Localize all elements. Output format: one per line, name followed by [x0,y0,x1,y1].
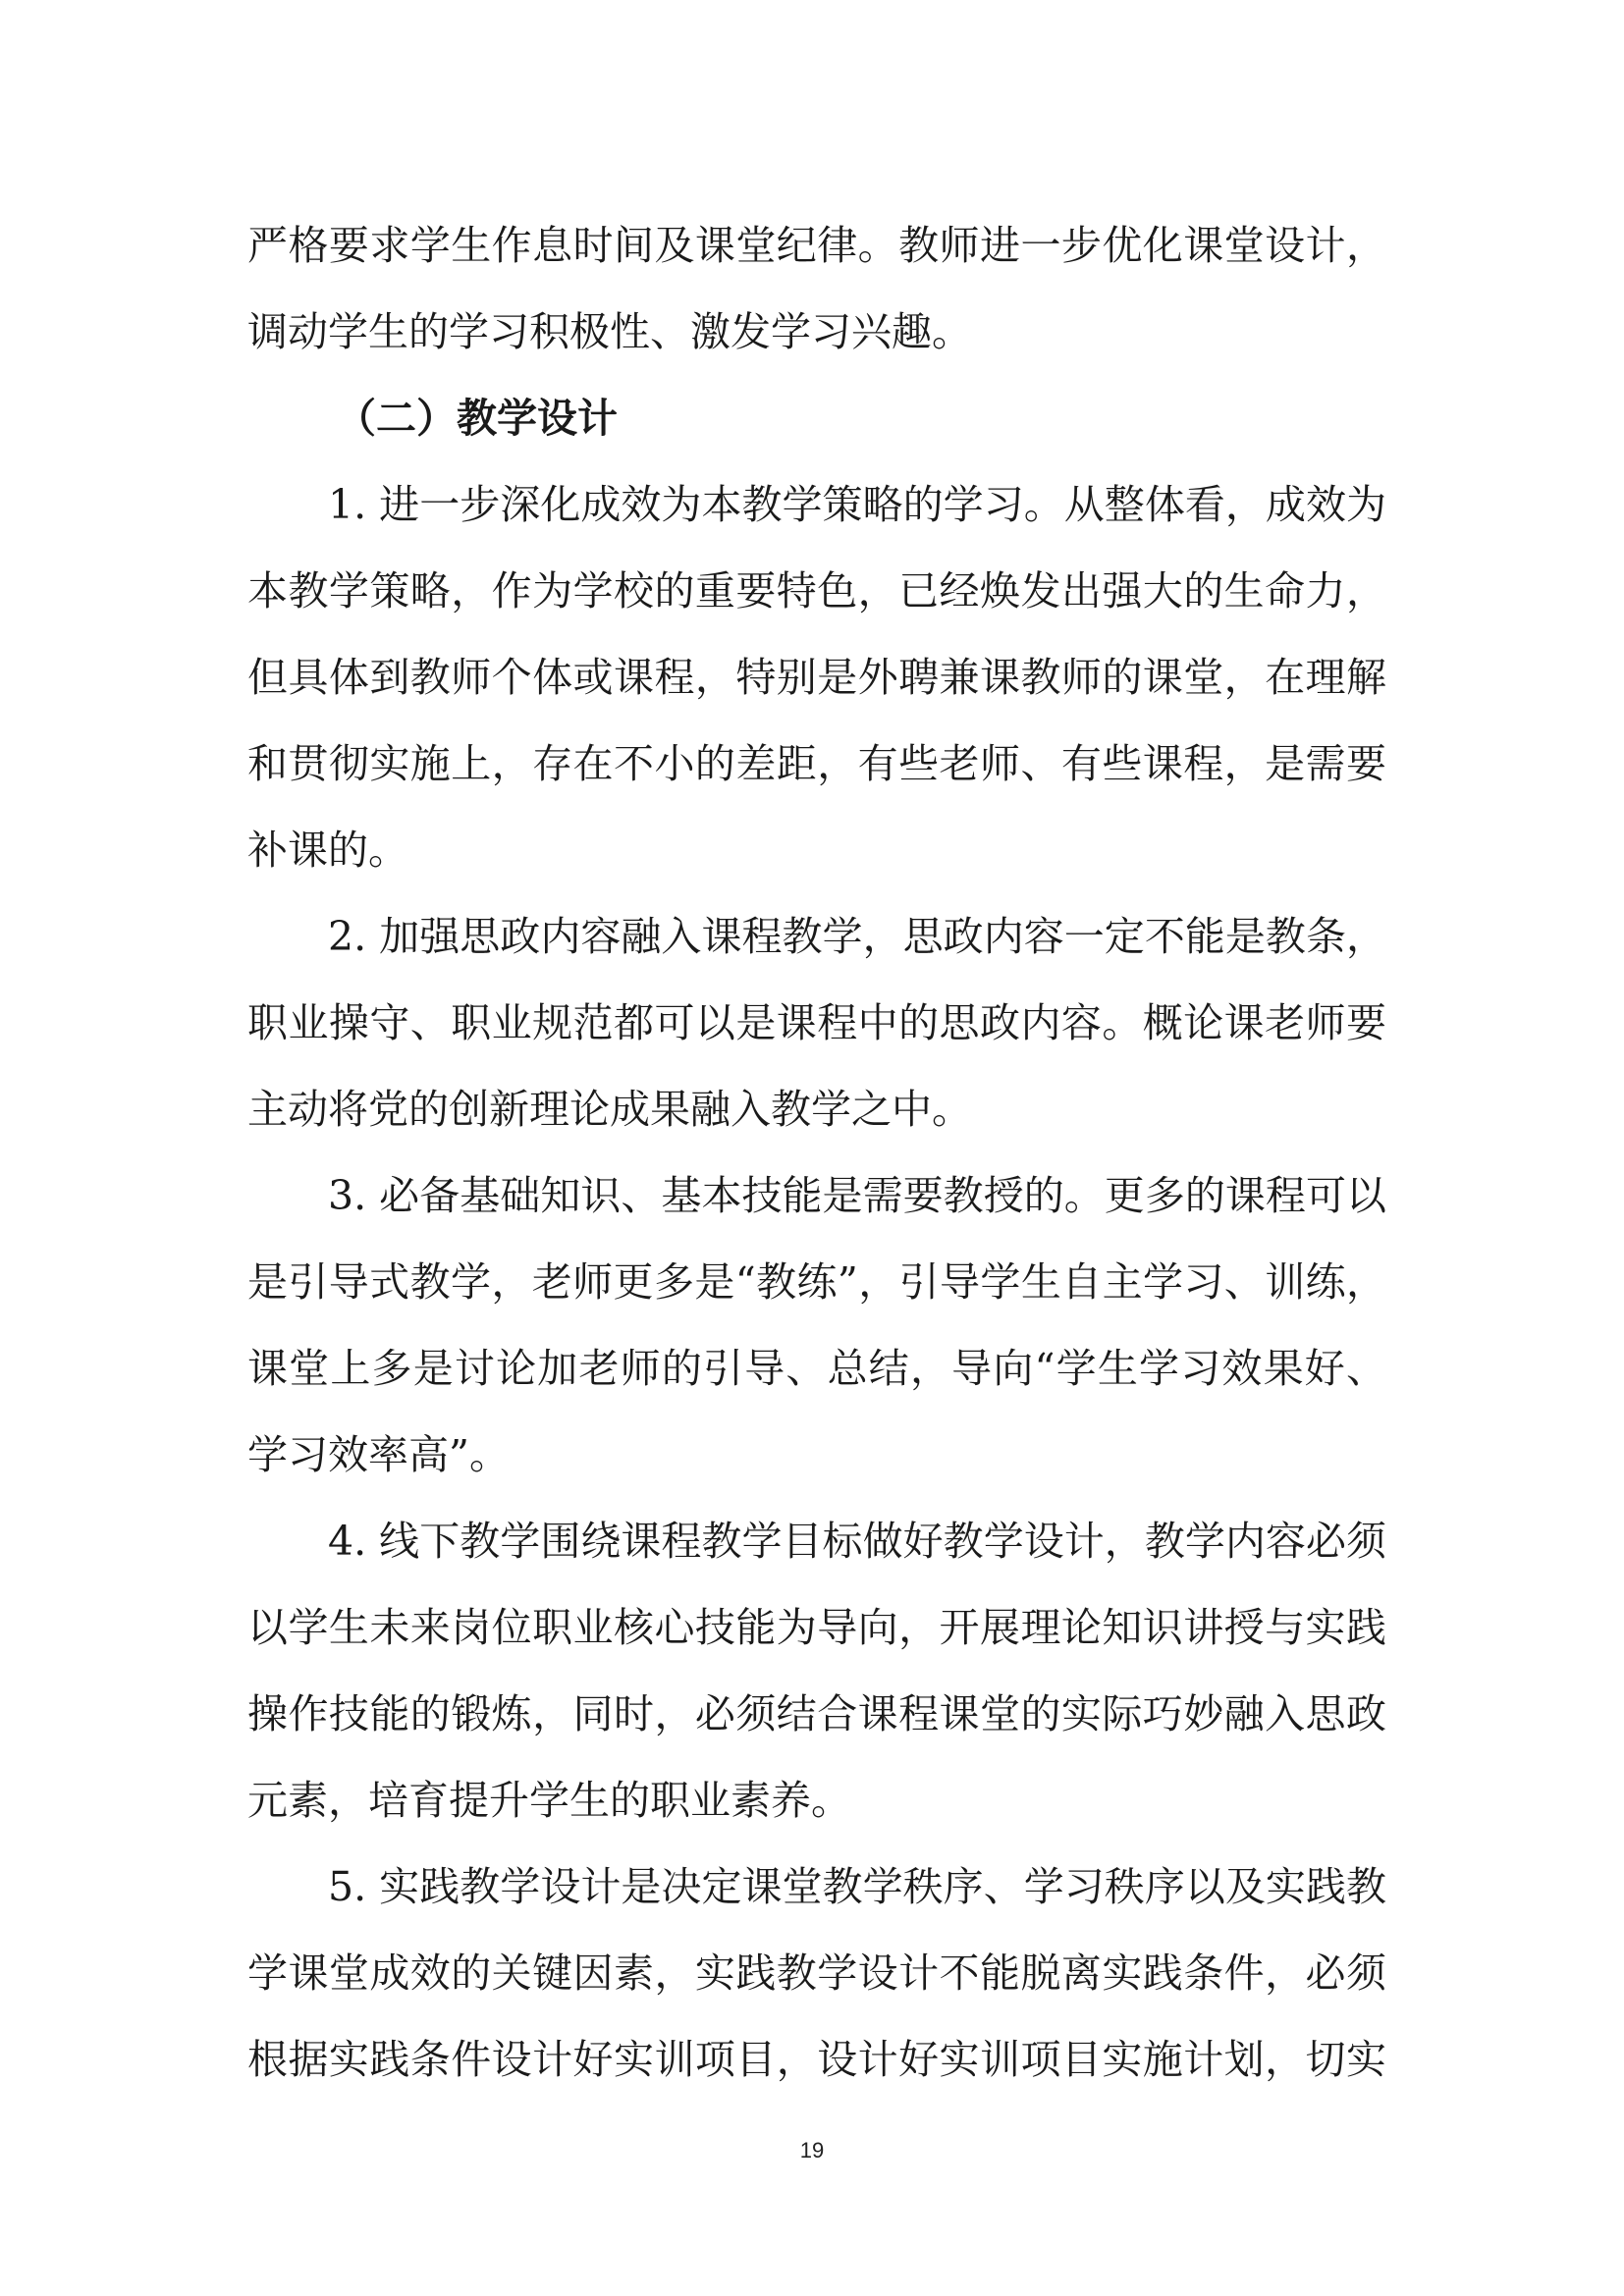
item-1-paragraph [247,461,1386,893]
paragraph-line: 调动学生的学习积极性、激发学习兴趣。 [247,308,972,355]
paragraph-line: 操作技能的锻炼，同时，必须结合课程课堂的实际巧妙融入思政 [247,1690,1386,1737]
paragraph-line: 1. 进一步深化成效为本教学策略的学习。从整体看，成效为 [328,481,1386,528]
paragraph-line: 主动将党的创新理论成果融入教学之中。 [247,1086,972,1133]
section-heading: （二）教学设计 [336,395,618,442]
page-number: 19 [799,2138,825,2163]
paragraph-line: 元素，培育提升学生的职业素养。 [247,1777,851,1824]
paragraph-line: 是引导式教学，老师更多是“教练”，引导学生自主学习、训练， [247,1258,1386,1306]
item-2-paragraph [247,893,1386,1152]
item-3-paragraph [247,1152,1386,1498]
item-4-paragraph [247,1498,1386,1843]
paragraph-line: 课堂上多是讨论加老师的引导、总结，导向“学生学习效果好、 [247,1345,1386,1392]
item-5-paragraph [247,1843,1386,2103]
paragraph-line: 补课的。 [247,827,408,874]
paragraph-line: 但具体到教师个体或课程，特别是外聘兼课教师的课堂，在理解 [247,654,1386,701]
paragraph-line: 学习效率高”。 [247,1431,510,1478]
paragraph-line: 学课堂成效的关键因素，实践教学设计不能脱离实践条件，必须 [247,1949,1386,1997]
paragraph-line: 职业操守、职业规范都可以是课程中的思政内容。概论课老师要 [247,999,1386,1046]
paragraph-line: 2. 加强思政内容融入课程教学，思政内容一定不能是教条， [328,913,1386,960]
paragraph-line: 本教学策略，作为学校的重要特色，已经焕发出强大的生命力， [247,567,1386,614]
paragraph-line: 4. 线下教学围绕课程教学目标做好教学设计，教学内容必须 [328,1518,1386,1565]
intro-paragraph [247,202,1386,375]
paragraph-line: 5. 实践教学设计是决定课堂教学秩序、学习秩序以及实践教 [328,1863,1386,1910]
paragraph-line: 和贯彻实施上，存在不小的差距，有些老师、有些课程，是需要 [247,740,1386,787]
paragraph-line: 根据实践条件设计好实训项目，设计好实训项目实施计划，切实 [247,2036,1386,2083]
paragraph-line: 严格要求学生作息时间及课堂纪律。教师进一步优化课堂设计， [247,222,1386,269]
paragraph-line: 3. 必备基础知识、基本技能是需要教授的。更多的课程可以 [328,1172,1386,1219]
paragraph-line: 以学生未来岗位职业核心技能为导向，开展理论知识讲授与实践 [247,1604,1386,1651]
page-body [247,202,1386,2103]
